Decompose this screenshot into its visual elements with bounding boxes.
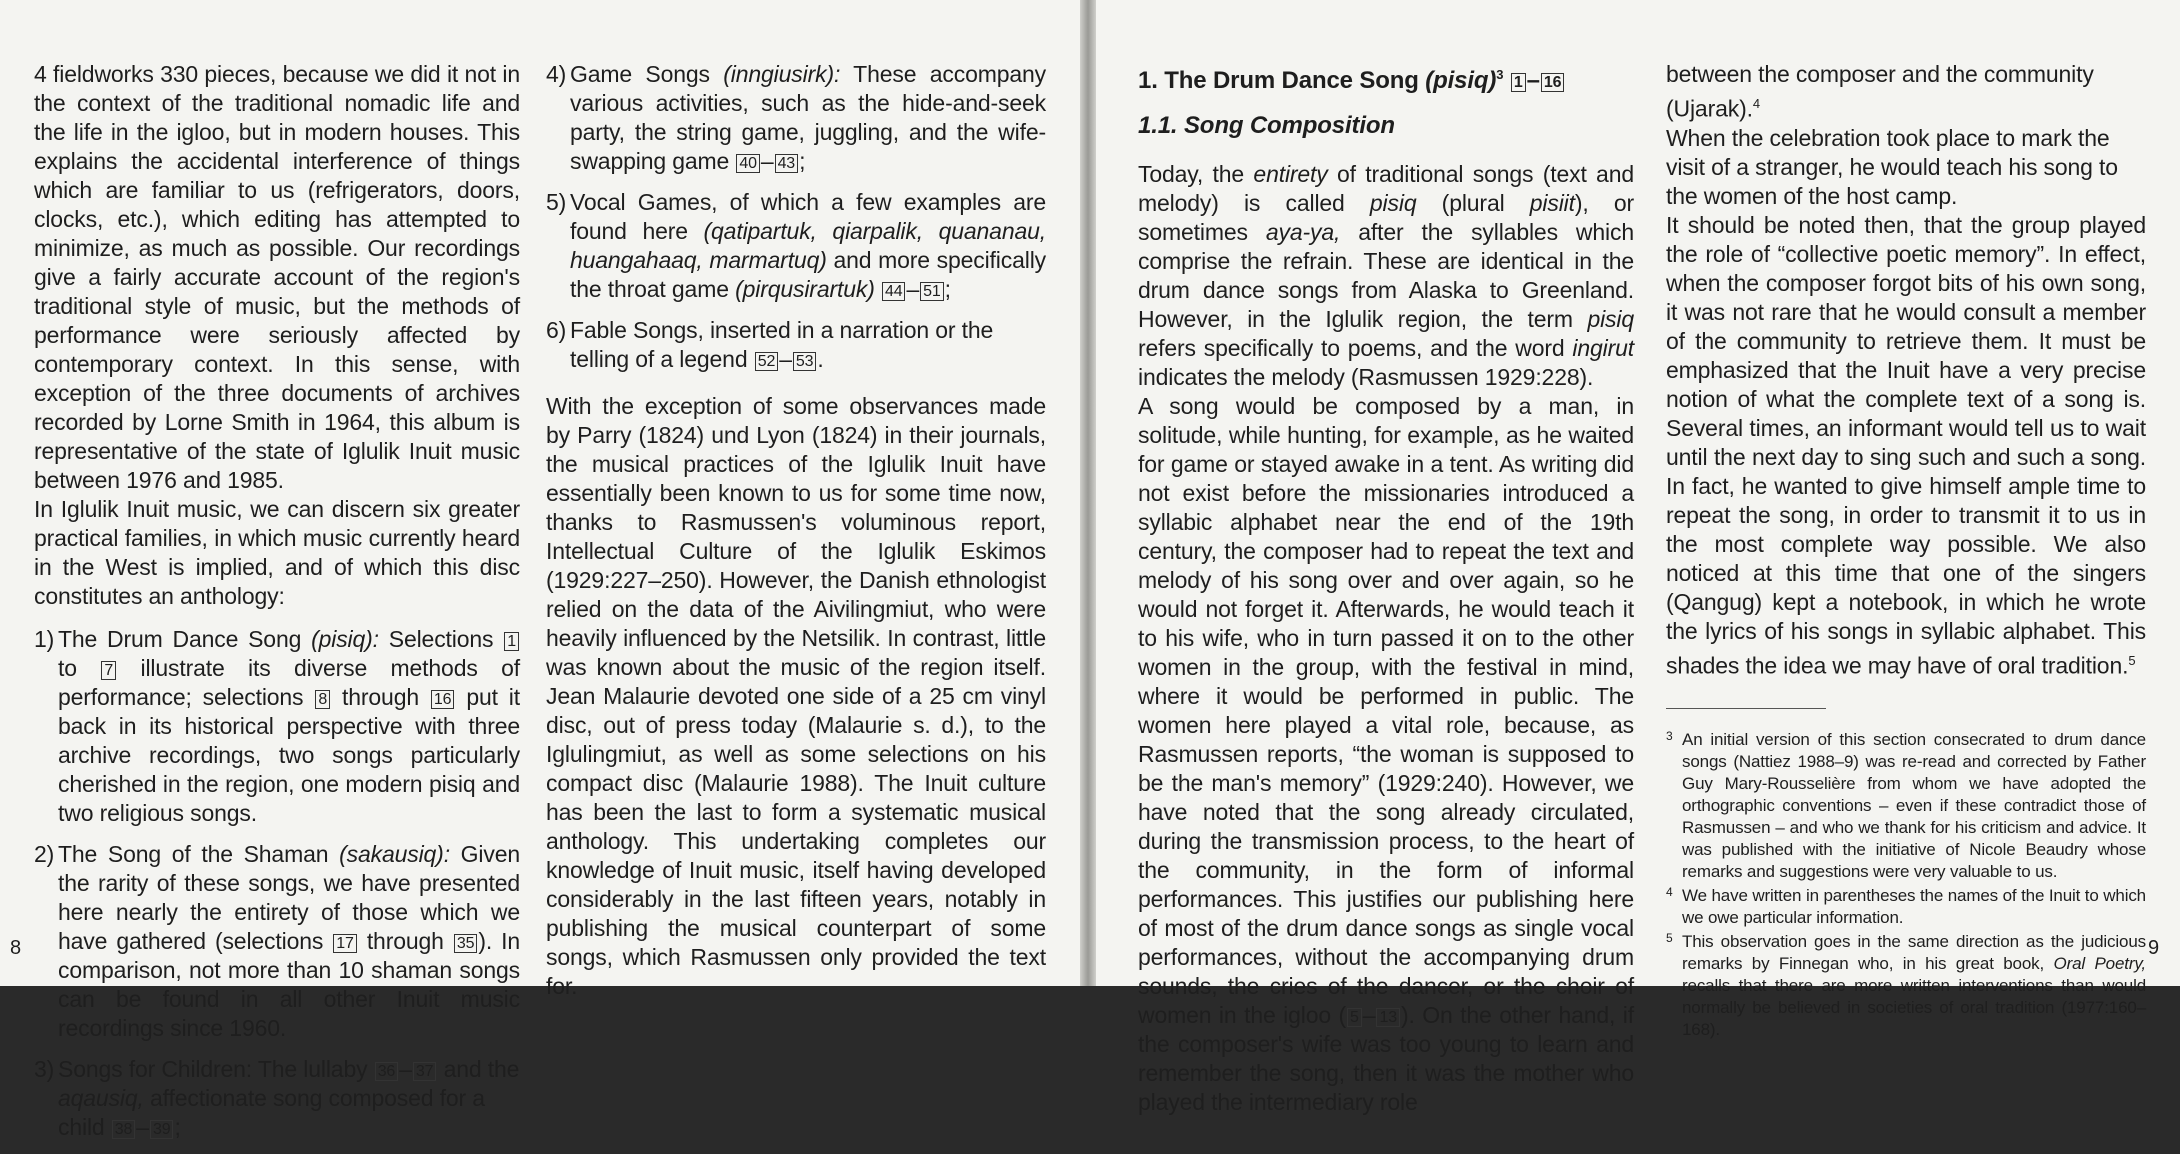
list-item (546, 60, 1046, 176)
selection-badge: 37 (413, 1062, 437, 1081)
list-item (34, 1055, 520, 1142)
page-number: 8 (10, 937, 22, 959)
selection-badge: 17 (333, 934, 357, 953)
list-number: 2) (34, 841, 55, 867)
right-column-1 (1138, 60, 1634, 1117)
selection-badge: 51 (920, 282, 944, 301)
subsection-heading: 1.1. Song Composition (1138, 112, 1395, 139)
list-item (34, 840, 520, 1043)
paragraph: Today, the entirety of traditional songs (text and melody) is called pisiq (plural pisiit), or sometimes aya-ya, after the syllables which comprise the refrain. These are identical in the drum dance songs from Alaska to Greenland. However, in the Iglulik region, the term pisiq refers specifically to poems, and the word ingirut indicates the melody (Rasmussen 1929:228). (1138, 161, 1635, 390)
selection-badge: 44 (882, 282, 906, 301)
selection-badge: 8 (315, 690, 330, 709)
selection-badge: 7 (101, 661, 116, 680)
list-number: 4) (546, 61, 567, 87)
list-number: 5) (546, 189, 567, 215)
left-page (0, 0, 1080, 1140)
selection-badge: 5 (1347, 1008, 1362, 1027)
paragraph: It should be noted then, that the group played the role of “collective poetic memory”. In effect, when the composer forgot bits of his own song, it was not rare that he would consult a member of the community to retrieve them. It must be emphasized that the Inuit have a very precise notion of what the complete text of a song is. Several times, an informant would tell us to wait until the next day to sing such and such a song. In fact, he wanted to give himself ample time to repeat the song, in order to transmit it to us in the most complete way possible. We also noticed at this time that one of the singers (Qangug) kept a notebook, in which he wrote the lyrics of his songs in syllabic alphabet. This shades the idea we may have of oral tradition.$^5$ (1666, 211, 2146, 679)
list-text: Fable Songs, inserted in a narration or the telling of a legend 52 – 53 . (570, 317, 994, 372)
list-item (546, 316, 1046, 374)
selection-badge: 16 (431, 690, 455, 709)
list-number: 1) (34, 626, 55, 652)
selection-badge: 16 (1541, 73, 1565, 92)
list-item (34, 625, 520, 828)
footnotes (1666, 729, 2146, 1041)
selection-badge: 1 (504, 632, 519, 651)
selection-badge: 36 (375, 1062, 399, 1081)
right-column-2 (1666, 60, 2146, 1043)
list-text: Vocal Games, of which a few examples are found here (qatipartuk, qiarpalik, quananau, huangahaaq, marmartuq) and more specifically the throat game (pirqusirartuk) 44 – 51 ; (570, 189, 1047, 302)
list-text: Songs for Children: The lullaby 36 – 37 and the aqausiq, affectionate song composed for a child 38 – 39 ; (58, 1056, 520, 1140)
footnote-divider (1666, 708, 1826, 709)
book-gutter (1080, 0, 1096, 986)
list-text: The Drum Dance Song (pisiq): Selections 1 to 7 illustrate its diverse methods of performance; selections 8 through 16 put it back in its historical perspective with three archive recordings, two songs particularly cherished in the region, one modern pisiq and two religious songs. (58, 626, 520, 826)
list-number: 3) (34, 1056, 55, 1082)
selection-badge: 13 (1376, 1008, 1400, 1027)
paragraph: between the composer and the community (Ujarak).$^4$ When the celebration took place to mark the visit of a stranger, he would teach his song to the women of the host camp. (1666, 61, 2118, 209)
paragraph: In Iglulik Inuit music, we can discern six greater practical families, in which music currently heard in the West is implied, and of which this disc constitutes an anthology: (34, 496, 520, 609)
selection-badge: 40 (736, 154, 760, 173)
left-column-2 (546, 60, 1046, 1001)
page-number: 9 (2148, 937, 2160, 959)
selection-badge: 35 (454, 934, 478, 953)
selection-badge: 1 (1511, 73, 1526, 92)
list-item (546, 188, 1046, 304)
selection-badge: 39 (150, 1120, 174, 1139)
selection-badge: 53 (793, 352, 817, 371)
paragraph: With the exception of some observances made by Parry (1824) und Lyon (1824) in their journals, the musical practices of the Iglulik Inuit have essentially been known to us for some time now, thanks to Rasmussen's voluminous report, Intellectual Culture of the Iglulik Eskimos (1929:227–250). However, the Danish ethnologist relied on the data of the Aivilingmiut, who were heavily influenced by the Netsilik. In contrast, little was known about the music of the region itself. Jean Malaurie devoted one side of a 25 cm vinyl disc, out of press today (Malaurie s. d.), to the Iglulingmiut, as well as some selections on his compact disc (Malaurie 1988). The Inuit culture has been the last to form a systematic musical anthology. This undertaking completes our knowledge of Inuit music, itself having developed considerably in the last fifteen years, notably in publishing the musical counterpart of some songs, which Rasmussen only provided the text for. (546, 393, 1046, 999)
left-column-1 (34, 60, 520, 1154)
footnote: 5 This observation goes in the same direction as the judicious remarks by Finnegan who, in his great book, Oral Poetry, recalls that there are more written interventions than would normally be believed in societies of oral tradition (1977:160–168). (1666, 931, 2146, 1040)
right-page (1096, 0, 2180, 1115)
footnote: 4 We have written in parentheses the names of the Inuit to which we owe particular information. (1666, 885, 2146, 928)
list-number: 6) (546, 317, 567, 343)
selection-badge: 43 (775, 154, 799, 173)
paragraph: A song would be composed by a man, in solitude, while hunting, for example, as he waited for game or stayed awake in a tent. As writing did not exist before the missionaries introduced a syllabic alphabet near the end of the 19th century, the composer had to repeat the text and melody of his song over and over again, so he would not forget it. Afterwards, he would teach it to his wife, who in turn passed it on to the other women in the group, with the festival in mind, where it would be performed in public. The women here played a vital role, because, as Rasmussen reports, “the woman is supposed to be the man's memory” (1929:240). However, we have noted that the song already circulated, during the transmission process, to the heart of the community, in the form of informal performances. This justifies our publishing here of most of the drum dance songs as single vocal performances, without the accompanying drum sounds, the cries of the dancer, or the choir of women in the igloo ( 5 – 13 ). On the other hand, if the composer's wife was too young to learn and remember the song, then it was the mother who played the intermediary role (1138, 393, 1634, 1115)
section-heading: 1. The Drum Dance Song (pisiq)$^3$ 1 – 16 (1138, 60, 1634, 95)
selection-badge: 52 (755, 352, 779, 371)
paragraph: 4 fieldworks 330 pieces, because we did it not in the context of the traditional nomadic life and the life in the igloo, but in modern houses. This explains the accidental interference of things which are familiar to us (refrigerators, doors, clocks, etc.), which editing has attempted to minimize, as much as possible. Our recordings give a fairly accurate account of the region's traditional style of music, but the methods of performance were seriously affected by contemporary context. In this sense, with exception of the three documents of archives recorded by Lorne Smith in 1964, this album is representative of the state of Iglulik Inuit music between 1976 and 1985. (34, 61, 520, 493)
footnote: 3 An initial version of this section consecrated to drum dance songs (Nattiez 1988–9) was re-read and corrected by Father Guy Mary-Rousselière from whom we have adopted the orthographic conventions – even if these contradict those of Rasmussen – and who we thank for his criticism and advice. It was published with the initiative of Nicole Beaudry whose remarks and suggestions were very valuable to us. (1666, 729, 2146, 882)
list-text: Game Songs (inngiusirk): These accompany various activities, such as the hide-and-seek party, the string game, juggling, and the wife-swapping game 40 – 43 ; (570, 61, 1046, 174)
list-text: The Song of the Shaman (sakausiq): Given the rarity of these songs, we have presented here nearly the entirety of those which we have gathered (selections 17 through 35 ). In comparison, not more than 10 shaman songs can be found in all other Inuit music recordings since 1960. (58, 841, 520, 1041)
selection-badge: 38 (112, 1120, 136, 1139)
